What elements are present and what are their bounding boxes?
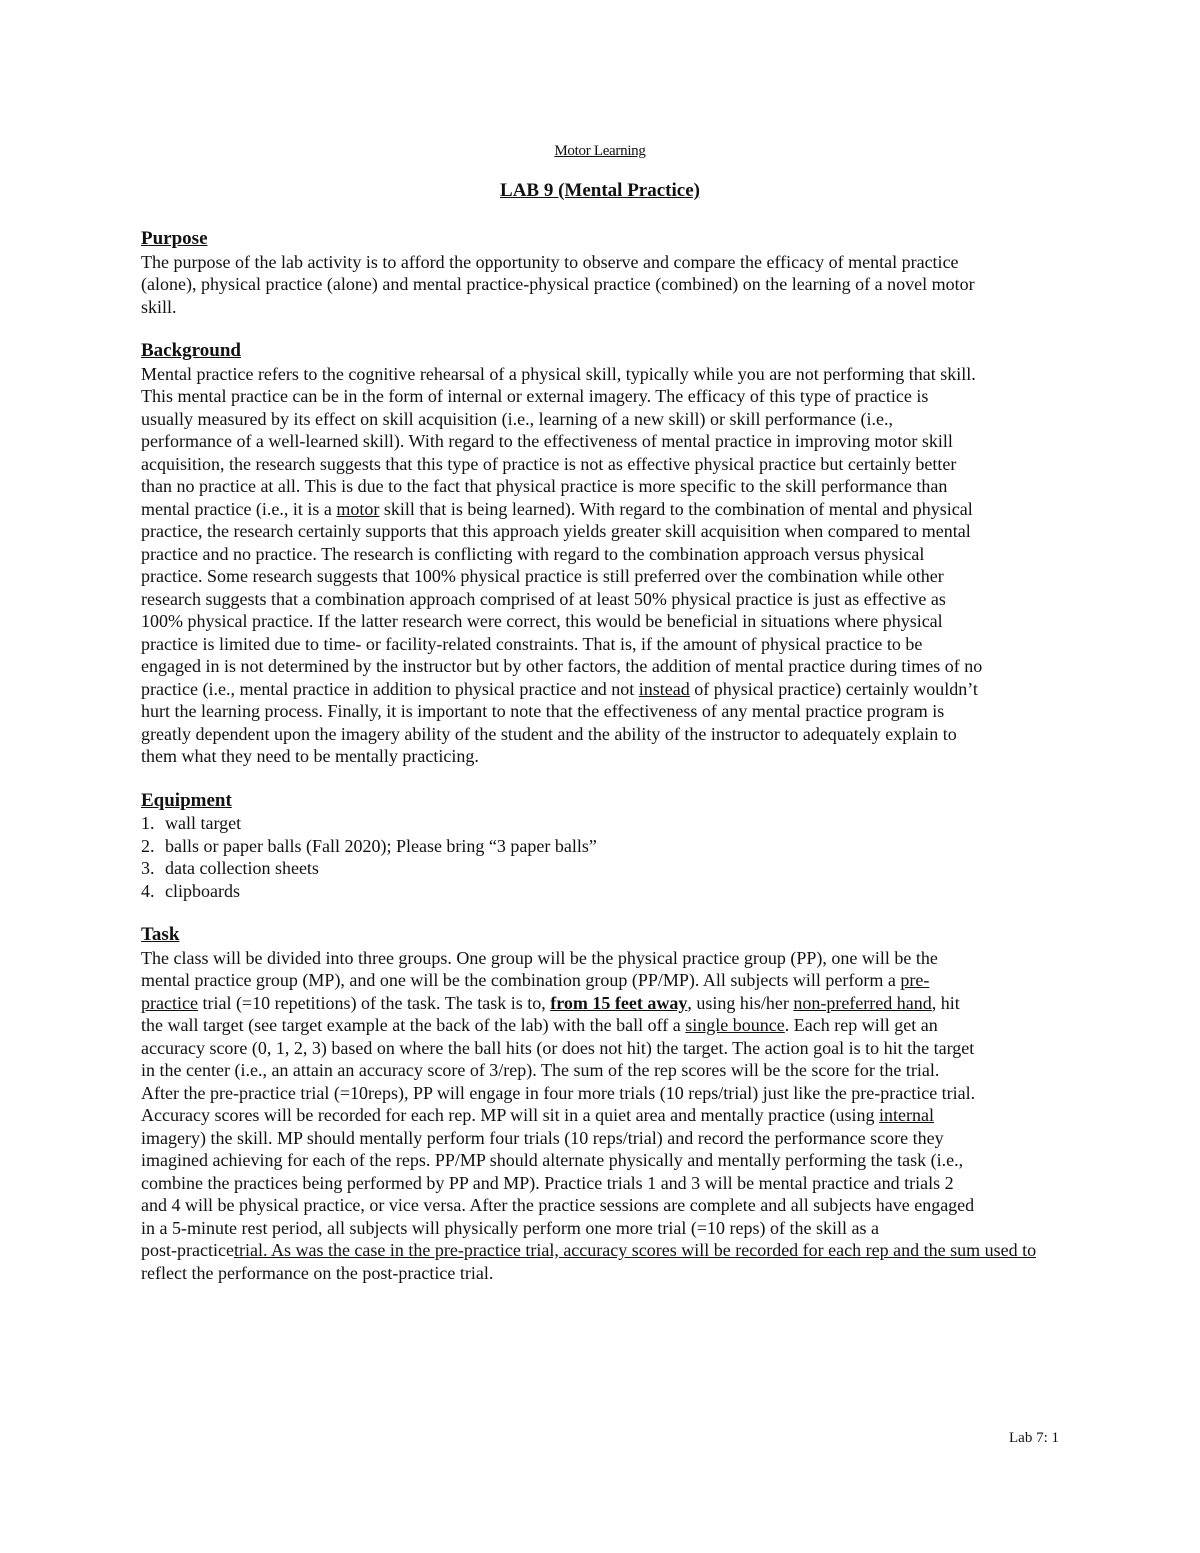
text-run: , hit	[931, 992, 960, 1013]
task-line: reflect the performance on the post-practice trial.	[141, 1262, 494, 1283]
equipment-section	[141, 790, 1061, 903]
background-line: This mental practice can be in the form of internal or external imagery. The efficacy of this type of practice is	[141, 386, 929, 406]
underlined-term: internal	[879, 1105, 935, 1125]
task-line	[141, 969, 1061, 992]
background-line: greatly dependent upon the imagery ability of the student and the ability of the instructor to adequately explain to	[141, 723, 957, 744]
task-line	[141, 992, 1061, 1015]
task-line: and 4 will be physical practice, or vice versa. After the practice sessions are complete and all subjects have engaged	[141, 1195, 975, 1215]
task-line: The class will be divided into three groups. One group will be the physical practice group (PP), one will be the	[141, 947, 938, 968]
bold-underlined-term: from 15 feet away	[550, 992, 688, 1013]
background-line: 100% physical practice. If the latter research were correct, this would be beneficial in situations where physical	[141, 611, 943, 631]
purpose-text	[141, 251, 1061, 319]
task-heading: Task	[141, 924, 180, 945]
purpose-heading: Purpose	[141, 228, 208, 249]
underlined-term: trial. As was the case in the pre-practice trial, accuracy scores will be recorded for each rep and the sum used to	[233, 1240, 1037, 1260]
text-run: . Each rep will get an	[784, 1015, 938, 1035]
background-line: practice and no practice. The research is conflicting with regard to the combination approach versus physical	[141, 543, 925, 564]
background-line: hurt the learning process. Finally, it is important to note that the effectiveness of any mental practice program is	[141, 701, 945, 721]
text-run: Accuracy scores will be recorded for each rep. MP will sit in a quiet area and mentally practice (using	[141, 1105, 880, 1125]
text-run: trial (=10 repetitions) of the task. The task is to,	[197, 992, 551, 1013]
purpose-line: (alone), physical practice (alone) and mental practice-physical practice (combined) on the learning of a novel motor	[141, 274, 975, 294]
task-text	[141, 947, 1061, 1285]
equipment-item	[141, 880, 1061, 903]
equipment-list	[141, 812, 1061, 902]
purpose-section	[141, 228, 1061, 318]
background-section	[141, 340, 1061, 768]
lab-title: LAB 9 (Mental Practice)	[500, 180, 700, 201]
equipment-heading: Equipment	[141, 789, 232, 811]
document-body	[141, 228, 1061, 1306]
item-number: 4.	[141, 880, 155, 901]
item-text: clipboards	[165, 880, 240, 901]
background-line: Mental practice refers to the cognitive rehearsal of a physical skill, typically while you are not performing that skill.	[141, 363, 976, 384]
underlined-term: instead	[638, 678, 690, 699]
underlined-term: non-preferred hand	[793, 992, 932, 1013]
task-line: accuracy score (0, 1, 2, 3) based on where the ball hits (or does not hit) the target. The action goal is to hit the target	[141, 1037, 975, 1058]
underlined-term: single bounce	[685, 1015, 785, 1035]
text-run: post-practice	[141, 1240, 234, 1260]
task-line: in the center (i.e., an attain an accuracy score of 3/rep). The sum of the rep scores will be the score for the trial.	[141, 1060, 940, 1080]
text-run: , using his/her	[687, 992, 794, 1013]
text-run: practice (i.e., mental practice in addition to physical practice and not	[141, 678, 639, 699]
item-number: 2.	[141, 835, 155, 856]
background-line: than no practice at all. This is due to the fact that physical practice is more specific to the skill performance than	[141, 476, 948, 496]
background-line: practice, the research certainly supports that this approach yields greater skill acquisition when compared to mental	[141, 521, 971, 541]
equipment-item	[141, 857, 1061, 880]
task-line	[141, 1014, 1061, 1037]
item-text: wall target	[165, 813, 242, 833]
text-run: of physical practice) certainly wouldn’t	[689, 678, 978, 699]
underlined-term: practice	[141, 992, 198, 1013]
text-run: mental practice group (MP), and one will be the combination group (PP/MP). All subjects will perform a	[141, 970, 901, 990]
background-line: performance of a well-learned skill). With regard to the effectiveness of mental practice in improving motor skill	[141, 431, 953, 451]
background-line: engaged in is not determined by the instructor but by other factors, the addition of mental practice during times of no	[141, 656, 983, 676]
task-line	[141, 1239, 1061, 1262]
text-run: skill that is being learned). With regard to the combination of mental and physical	[379, 498, 973, 519]
item-text: data collection sheets	[165, 858, 319, 878]
item-text: balls or paper balls (Fall 2020); Please bring “3 paper balls”	[165, 835, 597, 856]
background-line	[141, 678, 1061, 701]
item-number: 1.	[141, 813, 155, 833]
background-line: usually measured by its effect on skill acquisition (i.e., learning of a new skill) or skill performance (i.e.,	[141, 408, 893, 429]
task-line: imagined achieving for each of the reps. PP/MP should alternate physically and mentally performing the task (i.e.,	[141, 1150, 964, 1170]
task-line: imagery) the skill. MP should mentally perform four trials (10 reps/trial) and record the performance score they	[141, 1127, 944, 1148]
task-line: in a 5-minute rest period, all subjects will physically perform one more trial (=10 reps) of the skill as a	[141, 1217, 879, 1238]
background-line: them what they need to be mentally practicing.	[141, 746, 479, 766]
purpose-line: The purpose of the lab activity is to afford the opportunity to observe and compare the efficacy of mental practice	[141, 251, 959, 272]
text-run: mental practice (i.e., it is a	[141, 498, 337, 519]
purpose-line: skill.	[141, 296, 177, 317]
background-line: practice is limited due to time- or facility-related constraints. That is, if the amount of physical practice to be	[141, 633, 923, 654]
item-number: 3.	[141, 858, 155, 878]
background-text	[141, 363, 1061, 768]
task-line	[141, 1104, 1061, 1127]
text-run: the wall target (see target example at the back of the lab) with the ball off a	[141, 1015, 686, 1035]
equipment-item	[141, 812, 1061, 835]
background-line: practice. Some research suggests that 100% physical practice is still preferred over the combination while other	[141, 566, 944, 586]
background-line: research suggests that a combination approach comprised of at least 50% physical practice is just as effective as	[141, 588, 946, 609]
equipment-item	[141, 835, 1061, 858]
task-line: combine the practices being performed by PP and MP). Practice trials 1 and 3 will be mental practice and trials 2	[141, 1172, 954, 1193]
underlined-term: motor	[336, 498, 380, 519]
task-section	[141, 924, 1061, 1284]
course-title: Motor Learning	[554, 143, 646, 159]
underlined-term: pre-	[900, 970, 930, 990]
background-line	[141, 498, 1061, 521]
background-heading: Background	[141, 340, 241, 361]
background-line: acquisition, the research suggests that this type of practice is not as effective physical practice but certainly better	[141, 453, 957, 474]
task-line: After the pre-practice trial (=10reps), PP will engage in four more trials (10 reps/trial) just like the pre-practice trial.	[141, 1082, 976, 1103]
page-number: Lab 7: 1	[1009, 1430, 1059, 1446]
